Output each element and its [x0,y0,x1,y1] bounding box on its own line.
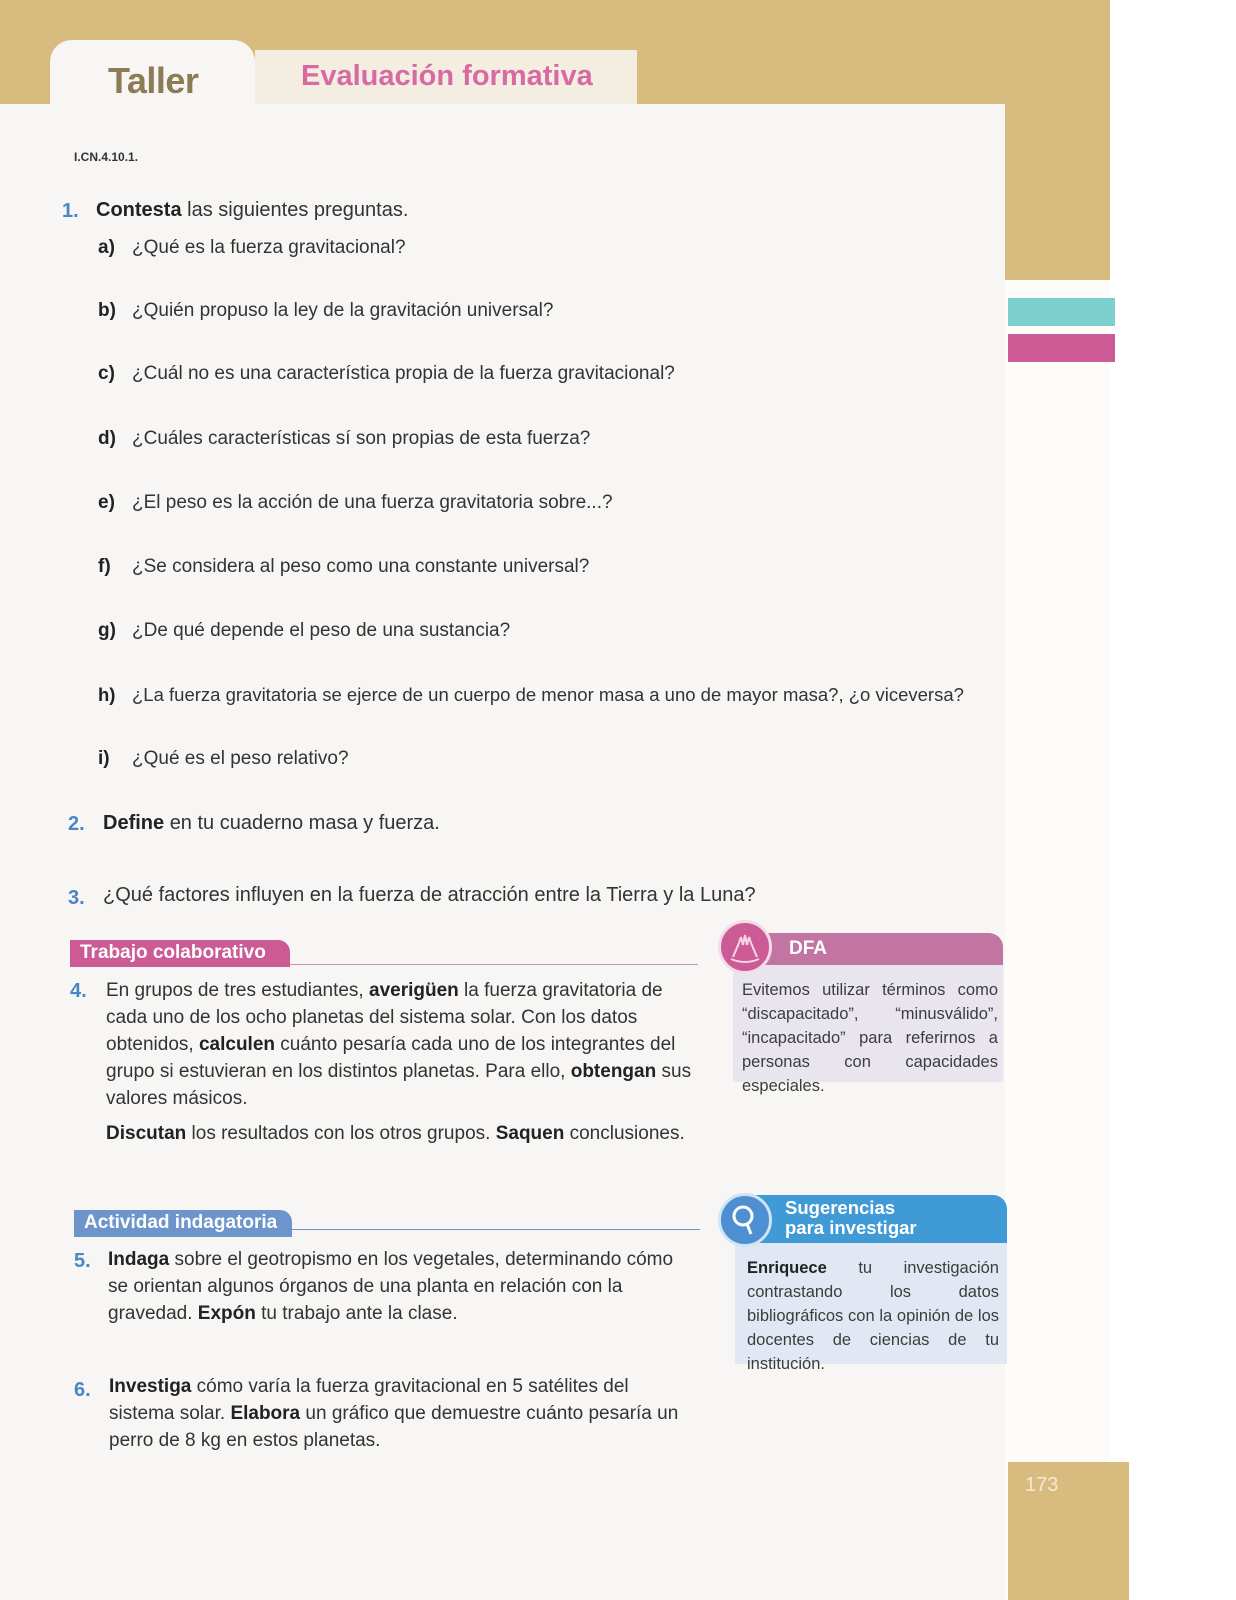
question-5-number: 5. [74,1250,91,1272]
q4-verb-averiguen: averigüen [369,980,459,1001]
sugerencias-title-1: Sugerencias [785,1197,896,1218]
question-1i [98,748,349,770]
q6-part1: cómo varía la fuerza gravitacional en 5 satélites del sistema solar. [109,1376,629,1424]
q4-verb-obtengan: obtengan [570,1061,657,1082]
question-1-number: 1. [62,200,79,222]
question-1e [98,492,613,514]
question-2-number: 2. [68,813,85,835]
section-trabajo-colaborativo: Trabajo colaborativo [70,940,290,967]
q4-part4: sus valores másicos. [106,1061,692,1109]
item-letter: b) [98,300,116,321]
item-text: ¿La fuerza gravitatoria se ejerce de un cuerpo de menor masa a uno de mayor masa?, ¿o viceversa? [132,684,964,705]
item-text: ¿Cuál no es una característica propia de la fuerza gravitacional? [132,363,675,384]
dfa-text: Evitemos utilizar términos como “discapacitado”, “minusválido”, “incapacitado” para referirnos a personas con capacidades especiales. [742,981,998,1095]
item-text: ¿Qué es el peso relativo? [132,748,349,769]
item-text: ¿Qué es la fuerza gravitacional? [132,237,406,258]
q6-part2: un gráfico que demuestre cuánto pesaría un perro de 8 kg en estos planetas. [109,1403,679,1451]
page-number: 173 [1025,1474,1059,1496]
right-margin-band [1000,0,1115,280]
tab-taller-label: Taller [108,60,199,101]
hands-icon [721,923,769,971]
item-letter: a) [98,237,115,258]
question-3-number: 3. [68,887,85,909]
question-1f [98,556,589,578]
item-letter: g) [98,620,116,641]
question-1-rest: las siguientes preguntas. [187,199,409,221]
item-letter: f) [98,556,111,577]
item-letter: c) [98,363,115,384]
question-1b [98,300,553,322]
search-icon [721,1196,769,1244]
item-letter: d) [98,428,116,449]
sugerencias-header [745,1195,1007,1243]
item-text: ¿De qué depende el peso de una sustancia? [132,620,511,641]
q5-part2: tu trabajo ante la clase. [261,1303,458,1324]
q4-part6: conclusiones. [569,1123,685,1144]
sugerencias-verb: Enriquece [747,1259,827,1277]
question-6-number: 6. [74,1379,91,1401]
decorative-stripe-cyan [1008,298,1115,326]
q4-part2: la fuerza gravitatoria de cada uno de los ocho planetas del sistema solar. Con los datos obtenidos, [106,980,663,1055]
dfa-header: DFA [745,933,1003,965]
q5-part1: sobre el geotropismo en los vegetales, determinando cómo se orientan algunos órganos de una planta en relación con la gravedad. [108,1249,674,1324]
section-actividad-indagatoria: Actividad indagatoria [74,1210,292,1237]
page-edge [1110,0,1236,1600]
tab-evaluacion [255,50,637,104]
sugerencias-text [747,1256,999,1376]
question-1c [98,363,675,385]
decorative-stripe-pink [1008,334,1115,362]
item-text: ¿Se considera al peso como una constante universal? [132,556,590,577]
tab-taller [50,40,255,114]
question-2-verb: Define [103,812,165,834]
question-2-text [103,812,440,835]
question-6-text [109,1373,699,1454]
tab-evaluacion-label: Evaluación formativa [301,60,593,92]
item-letter: i) [98,748,110,769]
question-4-followup [106,1120,706,1147]
curriculum-code: I.CN.4.10.1. [74,150,139,164]
question-3-text: ¿Qué factores influyen en la fuerza de atracción entre la Tierra y la Luna? [103,884,756,906]
q4-verb-calculen: calculen [198,1034,276,1055]
question-1a [98,237,406,259]
q6-verb-elabora: Elabora [230,1403,301,1424]
question-1h [98,684,964,706]
item-text: ¿El peso es la acción de una fuerza gravitatoria sobre...? [132,492,613,513]
question-4-text [106,977,706,1112]
question-4-number: 4. [70,980,87,1002]
dfa-hands-icon [718,920,772,974]
item-letter: h) [98,684,116,705]
q4-verb-saquen: Saquen [495,1123,565,1144]
question-2-rest: en tu cuaderno masa y fuerza. [169,812,440,834]
question-1g [98,620,510,642]
section-underline [292,1229,700,1230]
question-1-verb: Contesta [96,199,182,221]
item-text: ¿Cuáles características sí son propias de esta fuerza? [132,428,591,449]
question-5-text [108,1246,693,1327]
q6-verb-investiga: Investiga [109,1376,192,1397]
sugerencias-search-icon [718,1193,772,1247]
q4-verb-discutan: Discutan [106,1123,187,1144]
question-1d [98,428,590,450]
section-underline [290,964,698,965]
q4-part1: En grupos de tres estudiantes, [106,980,364,1001]
q4-part5: los resultados con los otros grupos. [191,1123,491,1144]
sugerencias-title-2: para investigar [785,1217,917,1238]
sugerencias-rest: tu investigación contrastando los datos bibliográficos con la opinión de los docentes de ciencias de tu institución. [747,1259,999,1373]
item-text: ¿Quién propuso la ley de la gravitación universal? [132,300,554,321]
question-1-text [96,199,408,222]
q5-verb-expon: Expón [197,1303,256,1324]
item-letter: e) [98,492,115,513]
q4-part3: cuánto pesaría cada uno de los integrantes del grupo si estuvieran en los distintos planetas. Para ello, [106,1034,676,1082]
q5-verb-indaga: Indaga [108,1249,170,1270]
